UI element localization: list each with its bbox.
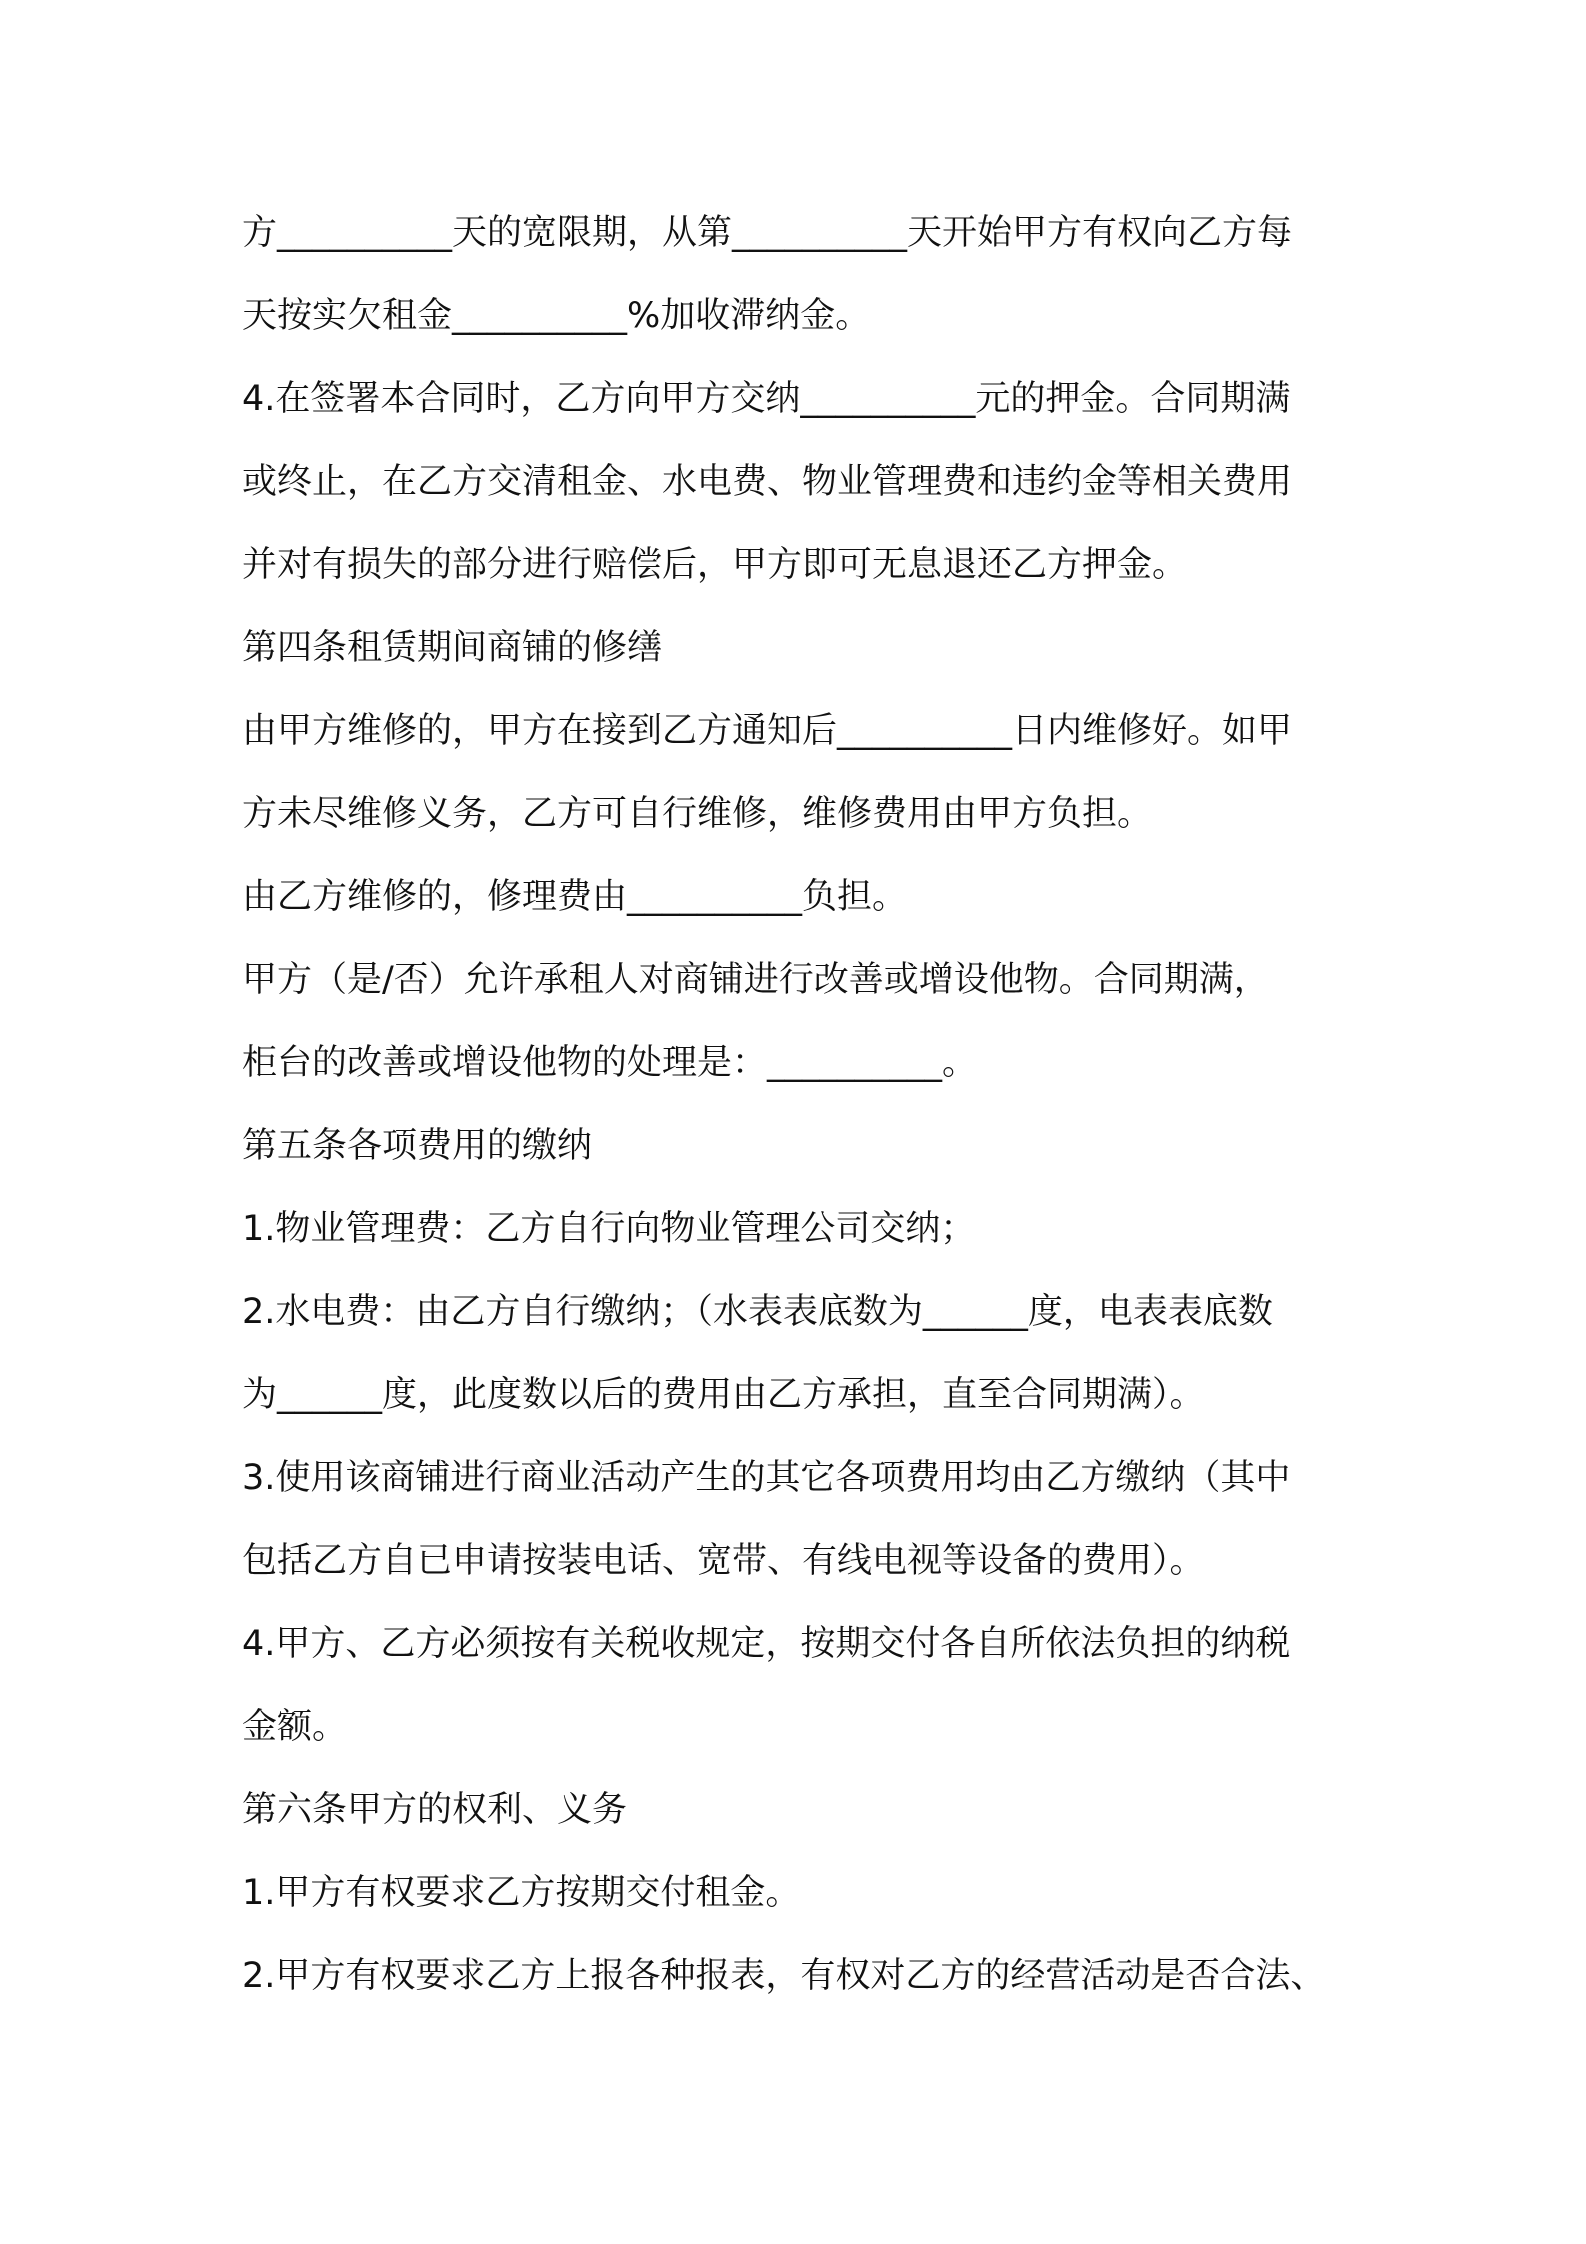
text-line: 由乙方维修的，修理费由__________负担。 [242,877,908,917]
text-line: 甲方（是/否）允许承租人对商铺进行改善或增设他物。合同期满， [242,960,1269,1000]
text-line: 3.使用该商铺进行商业活动产生的其它各项费用均由乙方缴纳（其中 [242,1458,1291,1498]
section-heading: 第六条甲方的权利、义务 [242,1790,628,1830]
text-line: 方__________天的宽限期，从第__________天开始甲方有权向乙方每 [242,213,1293,253]
document-body [242,192,1372,2018]
text-line: 1.物业管理费：乙方自行向物业管理公司交纳； [242,1209,976,1249]
text-line: 或终止，在乙方交清租金、水电费、物业管理费和违约金等相关费用 [242,462,1293,502]
section-heading: 第四条租赁期间商铺的修缮 [242,628,663,668]
text-line: 包括乙方自已申请按装电话、宽带、有线电视等设备的费用）。 [242,1541,1205,1581]
text-line: 金额。 [242,1707,348,1747]
text-line: 柜台的改善或增设他物的处理是：__________。 [242,1043,978,1083]
section-heading: 第五条各项费用的缴纳 [242,1126,593,1166]
text-line: 2.水电费：由乙方自行缴纳；（水表表底数为______度，电表表底数 [242,1292,1273,1332]
text-line: 天按实欠租金__________%加收滞纳金。 [242,296,871,336]
text-line: 并对有损失的部分进行赔偿后，甲方即可无息退还乙方押金。 [242,545,1188,585]
text-line: 1.甲方有权要求乙方按期交付租金。 [242,1873,801,1913]
text-line: 4.甲方、乙方必须按有关税收规定，按期交付各自所依法负担的纳税 [242,1624,1291,1664]
text-line: 4.在签署本合同时，乙方向甲方交纳__________元的押金。合同期满 [242,379,1291,419]
text-line: 方未尽维修义务，乙方可自行维修，维修费用由甲方负担。 [242,794,1153,834]
text-line: 为______度，此度数以后的费用由乙方承担，直至合同期满）。 [242,1375,1205,1415]
text-line: 由甲方维修的，甲方在接到乙方通知后__________日内维修好。如甲 [242,711,1293,751]
text-line: 2.甲方有权要求乙方上报各种报表，有权对乙方的经营活动是否合法、 [242,1956,1326,1996]
